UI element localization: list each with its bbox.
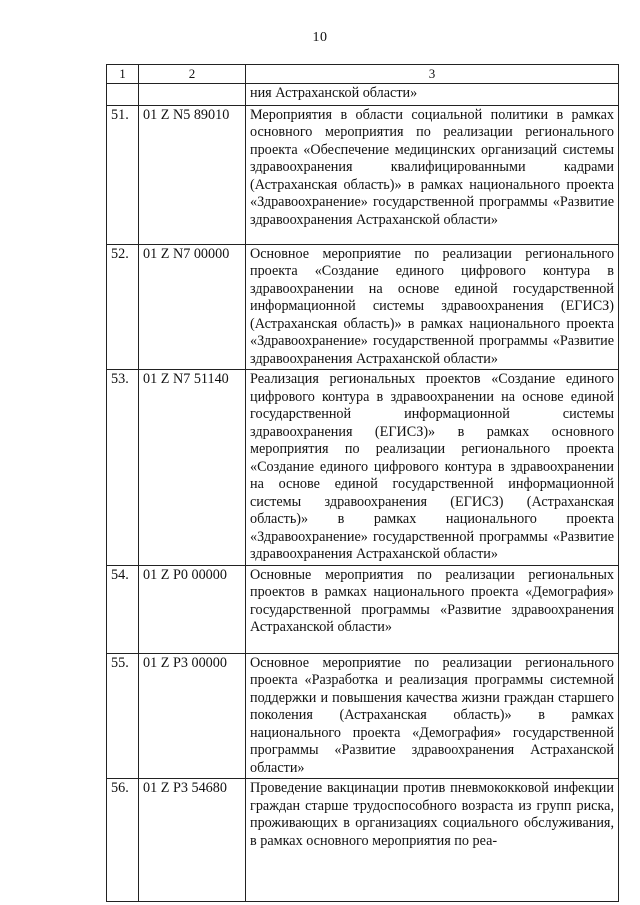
table-row bbox=[107, 565, 619, 653]
page-number: 10 bbox=[312, 30, 328, 45]
row-number: 53. bbox=[107, 370, 139, 566]
row-description: Основное мероприятие по реализации регионального проекта «Разработка и реализация программы системной поддержки и повышения качества жизни граждан старшего поколения (Астраханская область)» в рамках национального проекта «Демография» государственной программы «Развитие здравоохранения Астраханской области» bbox=[246, 653, 619, 779]
row-number: 52. bbox=[107, 244, 139, 370]
row-code: 01 Z N5 89010 bbox=[139, 105, 246, 244]
table-row bbox=[107, 653, 619, 779]
header-cell-description: 3 bbox=[246, 65, 619, 84]
table-row bbox=[107, 779, 619, 902]
row-number: 51. bbox=[107, 105, 139, 244]
table-row bbox=[107, 244, 619, 370]
row-code: 01 Z P3 54680 bbox=[139, 779, 246, 902]
row-code: 01 Z N7 51140 bbox=[139, 370, 246, 566]
row-number: 55. bbox=[107, 653, 139, 779]
row-description: Основное мероприятие по реализации регионального проекта «Создание единого цифрового контура в здравоохранении на основе единой государственной информационной системы здравоохранения (ЕГИСЗ) (Астраханская область)» в рамках национального проекта «Здравоохранение» государственной программы «Развитие здравоохранения Астраханской области» bbox=[246, 244, 619, 370]
budget-classification-table bbox=[106, 64, 619, 902]
row-code: 01 Z P3 00000 bbox=[139, 653, 246, 779]
row-code: 01 Z N7 00000 bbox=[139, 244, 246, 370]
row-number: 54. bbox=[107, 565, 139, 653]
row-description: Мероприятия в области социальной политики в рамках основного мероприятия по реализации регионального проекта «Обеспечение медицинских организаций системы здравоохранения квалифицированными кадрами (Астраханская область)» в рамках национального проекта «Здравоохранение» государственной программы «Развитие здравоохранения Астраханской области» bbox=[246, 105, 619, 244]
row-number: 56. bbox=[107, 779, 139, 902]
row-code bbox=[139, 84, 246, 106]
row-number bbox=[107, 84, 139, 106]
row-description: Проведение вакцинации против пневмококковой инфекции граждан старше трудоспособного возраста из групп риска, проживающих в организациях социального обслуживания, в рамках основного мероприятия по реа- bbox=[246, 779, 619, 902]
header-cell-number: 1 bbox=[107, 65, 139, 84]
row-description: Реализация региональных проектов «Создание единого цифрового контура в здравоохранении на основе единой государственной информационной системы здравоохранения (ЕГИСЗ)» в рамках основного мероприятия по реализации регионального проекта «Создание единого цифрового контура в здравоохранении на основе единой государственной информационной системы здравоохранения (ЕГИСЗ) (Астраханская область)» в рамках национального проекта «Здравоохранение» государственной программы «Развитие здравоохранения Астраханской области» bbox=[246, 370, 619, 566]
row-description: ния Астраханской области» bbox=[246, 84, 619, 106]
table-row-continuation bbox=[107, 84, 619, 106]
table-header-row bbox=[107, 65, 619, 84]
row-code: 01 Z P0 00000 bbox=[139, 565, 246, 653]
header-cell-code: 2 bbox=[139, 65, 246, 84]
row-description: Основные мероприятия по реализации региональных проектов в рамках национального проекта «Демография» государственной программы «Развитие здравоохранения Астраханской области» bbox=[246, 565, 619, 653]
table-row bbox=[107, 370, 619, 566]
table-row bbox=[107, 105, 619, 244]
